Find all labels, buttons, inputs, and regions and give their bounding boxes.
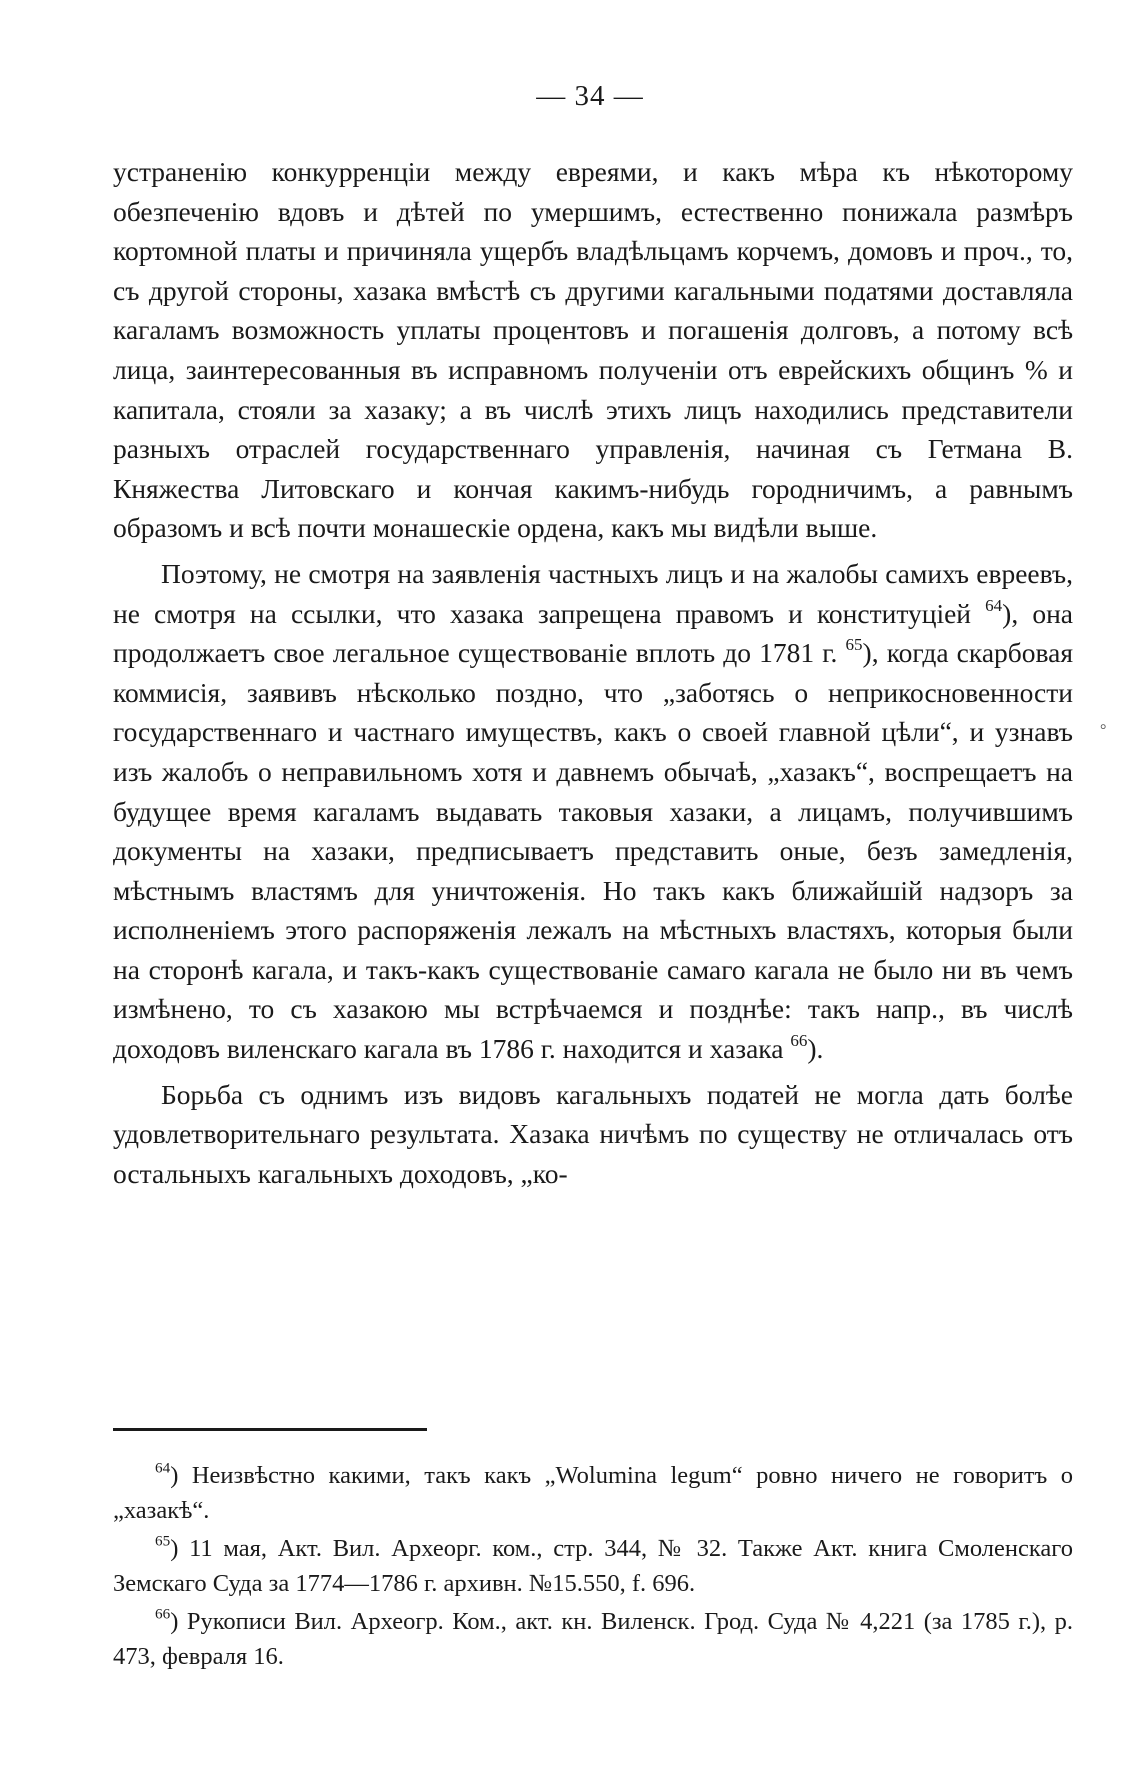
footnote-text: ) Рукописи Вил. Археогр. Ком., акт. кн. Виленск. Грод. Суда № 4,221 (за 1785 г.), p. 473, февраля 16. — [113, 1608, 1073, 1670]
footnote-text: ) Неизвѣстно какими, такъ какъ „Wolumina legum“ ровно ничего не говоритъ о „хазакѣ“. — [113, 1462, 1073, 1524]
paragraph-3: Борьба съ однимъ изъ видовъ кагальныхъ податей не могла дать болѣе удовлетворительнаго результата. Хазака ничѣмъ по существу не отличалась отъ остальныхъ кагальныхъ доходовъ, „ко- — [113, 1078, 1073, 1189]
page-number: — 34 — — [536, 80, 644, 112]
footnote-number: 65 — [155, 1532, 171, 1550]
paragraph-2-part-b: ), она продолжаетъ свое легальное существованіе вплоть до 1781 г. — [113, 597, 1073, 669]
footnote-text: ) 11 мая, Акт. Вил. Археорг. ком., стр. 344, № 32. Также Акт. книга Смоленскаго Земскаго Суда за 1774—1786 г. архивн. №15.550, f. 696. — [113, 1535, 1073, 1597]
footnote-64 — [113, 1459, 1073, 1528]
footnote-ref-66: 66 — [790, 1031, 808, 1051]
paragraph-continued: устраненію конкурренціи между евреями, и какъ мѣра къ нѣкоторому обезпеченію вдовъ и дѣтей по умершимъ, естественно понижала размѣръ кортомной платы и причиняла ущербъ владѣльцамъ корчемъ, домовъ и проч., то, съ другой стороны, хазака вмѣстѣ съ другими кагальными податями доставляла кагаламъ возможность уплаты процентовъ и погашенія долговъ, а потому всѣ лица, заинтересованныя въ исправномъ полученіи отъ еврейскихъ общинъ % и капитала, стояли за хазаку; а въ числѣ этихъ лицъ находились представители разныхъ отраслей государственнаго управленія, начиная съ Гетмана В. Княжества Литовскаго и кончая какимъ-нибудь городничимъ, а равнымъ образомъ и всѣ почти монашескіе ордена, какъ мы видѣли выше. — [113, 156, 1073, 544]
footnote-66 — [113, 1605, 1073, 1674]
paragraph-2-part-c: ), когда скарбовая коммисія, заявивъ нѣсколько поздно, что „заботясь о неприкосновенности государственнаго и частнаго имуществъ, какъ о своей главной цѣли“, и узнавъ изъ жалобъ о неправильномъ хотя и давнемъ обычаѣ, „хазакъ“, воспрещаетъ на будущее время кагаламъ выдавать таковыя хазаки, а лицамъ, получившимъ документы на хазаки, предписываетъ представить оные, безъ замедленія, мѣстнымъ властямъ для уничтоженія. Но такъ какъ ближайшій надзоръ за исполненіемъ этого распоряженія лежалъ на мѣстныхъ властяхъ, которыя были на сторонѣ кагала, и такъ-какъ существованіе самаго кагала не было ни въ чемъ измѣнено, то съ хазакою мы встрѣчаемся и позднѣе: такъ напр., въ числѣ доходовъ виленскаго кагала въ 1786 г. находится и хазака — [113, 637, 1073, 1065]
footnote-ref-64: 64 — [985, 595, 1003, 615]
paragraph-2 — [113, 554, 1073, 1069]
main-text — [113, 152, 1073, 1199]
paragraph-2-part-a: Поэтому, не смотря на заявленія частныхъ лицъ и на жалобы самихъ евреевъ, не смотря на ссылки, что хазака запрещена правомъ и конституціей — [113, 557, 1073, 629]
footnote-ref-65: 65 — [845, 635, 863, 655]
paragraph-2-part-d: ). — [807, 1033, 824, 1065]
margin-speck-mark: ° — [1100, 722, 1107, 739]
footnote-65 — [113, 1532, 1073, 1601]
footnotes — [113, 1459, 1073, 1678]
footnote-number: 66 — [155, 1605, 171, 1623]
footnote-separator — [113, 1428, 427, 1431]
footnote-number: 64 — [155, 1459, 171, 1477]
